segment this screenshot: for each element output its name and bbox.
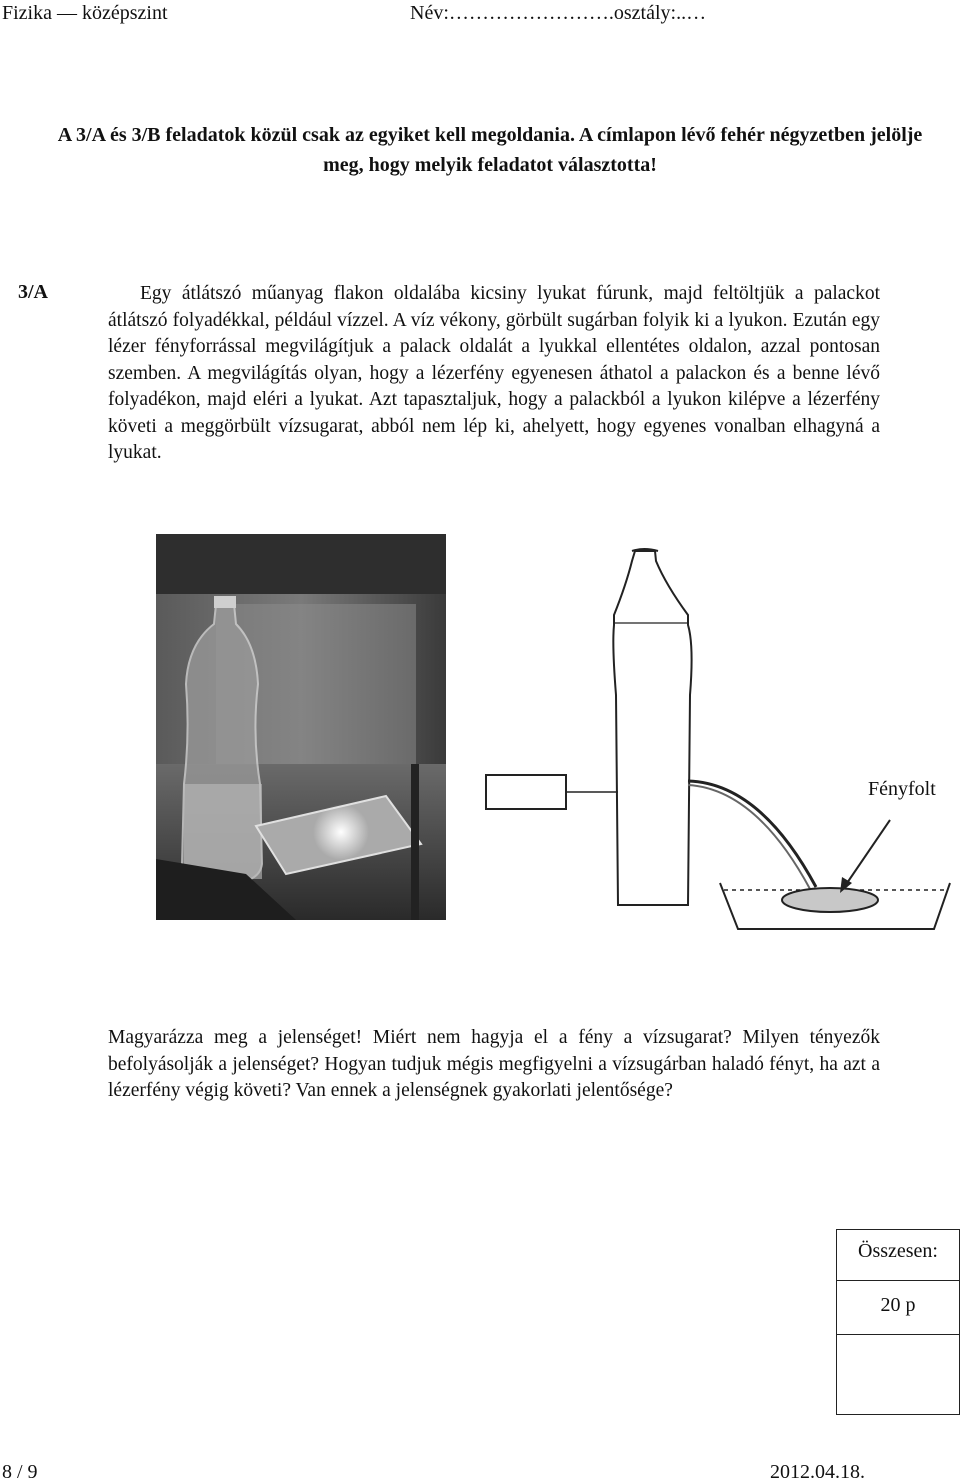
page-number: 8 / 9 xyxy=(2,1461,38,1483)
score-divider xyxy=(837,1280,959,1281)
light-spot xyxy=(782,888,878,912)
exam-date: 2012.04.18. xyxy=(770,1461,865,1483)
water-jet xyxy=(688,781,816,887)
task-number: 3/A xyxy=(18,281,48,303)
header-subject: Fizika — középszint xyxy=(2,2,168,24)
question-text: Magyarázza meg a jelenséget! Miért nem hagyja el a fény a vízsugarat? Milyen tényezők befolyásolják a jelenséget? Hogyan tudjuk mégis megfigyelni a vízsugárban haladó fényt, ha azt a lézerfény végig követi? Van ennek a jelenségnek gyakorlati jelentősége? xyxy=(108,1027,880,1101)
score-label: Összesen: xyxy=(858,1240,938,1262)
arrow-line xyxy=(845,820,890,886)
bottle-outline xyxy=(613,551,691,905)
score-divider xyxy=(837,1334,959,1335)
header-name-field: Név:…………………….osztály:..… xyxy=(410,2,707,24)
instruction-text: A 3/A és 3/B feladatok közül csak az egyiket kell megoldania. A címlapon lévő fehér négyzetben jelölje meg, hogy melyik feladatot választotta! xyxy=(57,124,923,176)
laser-box xyxy=(486,775,566,809)
light-spot-label: Fényfolt xyxy=(868,778,936,800)
score-max-points: 20 p xyxy=(880,1294,916,1316)
experiment-photo xyxy=(156,534,446,920)
task-text: Egy átlátszó műanyag flakon oldalába kicsiny lyukat fúrunk, majd feltöltjük a palackot átlátszó folyadékkal, például vízzel. A víz vékony, görbült sugárban folyik ki a lyukon. Ezután egy lézer fényforrással megvilágítjuk a palack oldalát a lyukkal ellentétes oldalon, azzal pontosan szemben. A megvilágítás olyan, hogy a lézerfény egyenesen áthatol a palackon és a benne lévő folyadékon, majd eléri a lyukat. Azt tapasztaljuk, hogy a palackból a lyukon kilépve a lézerfény követi a meggörbült vízsugarat, abból nem lép ki, ahelyett, hogy egyenes vonalban elhagyná a lyukat. xyxy=(108,283,880,463)
score-box xyxy=(836,1229,960,1415)
bottle-diagram xyxy=(480,545,960,945)
